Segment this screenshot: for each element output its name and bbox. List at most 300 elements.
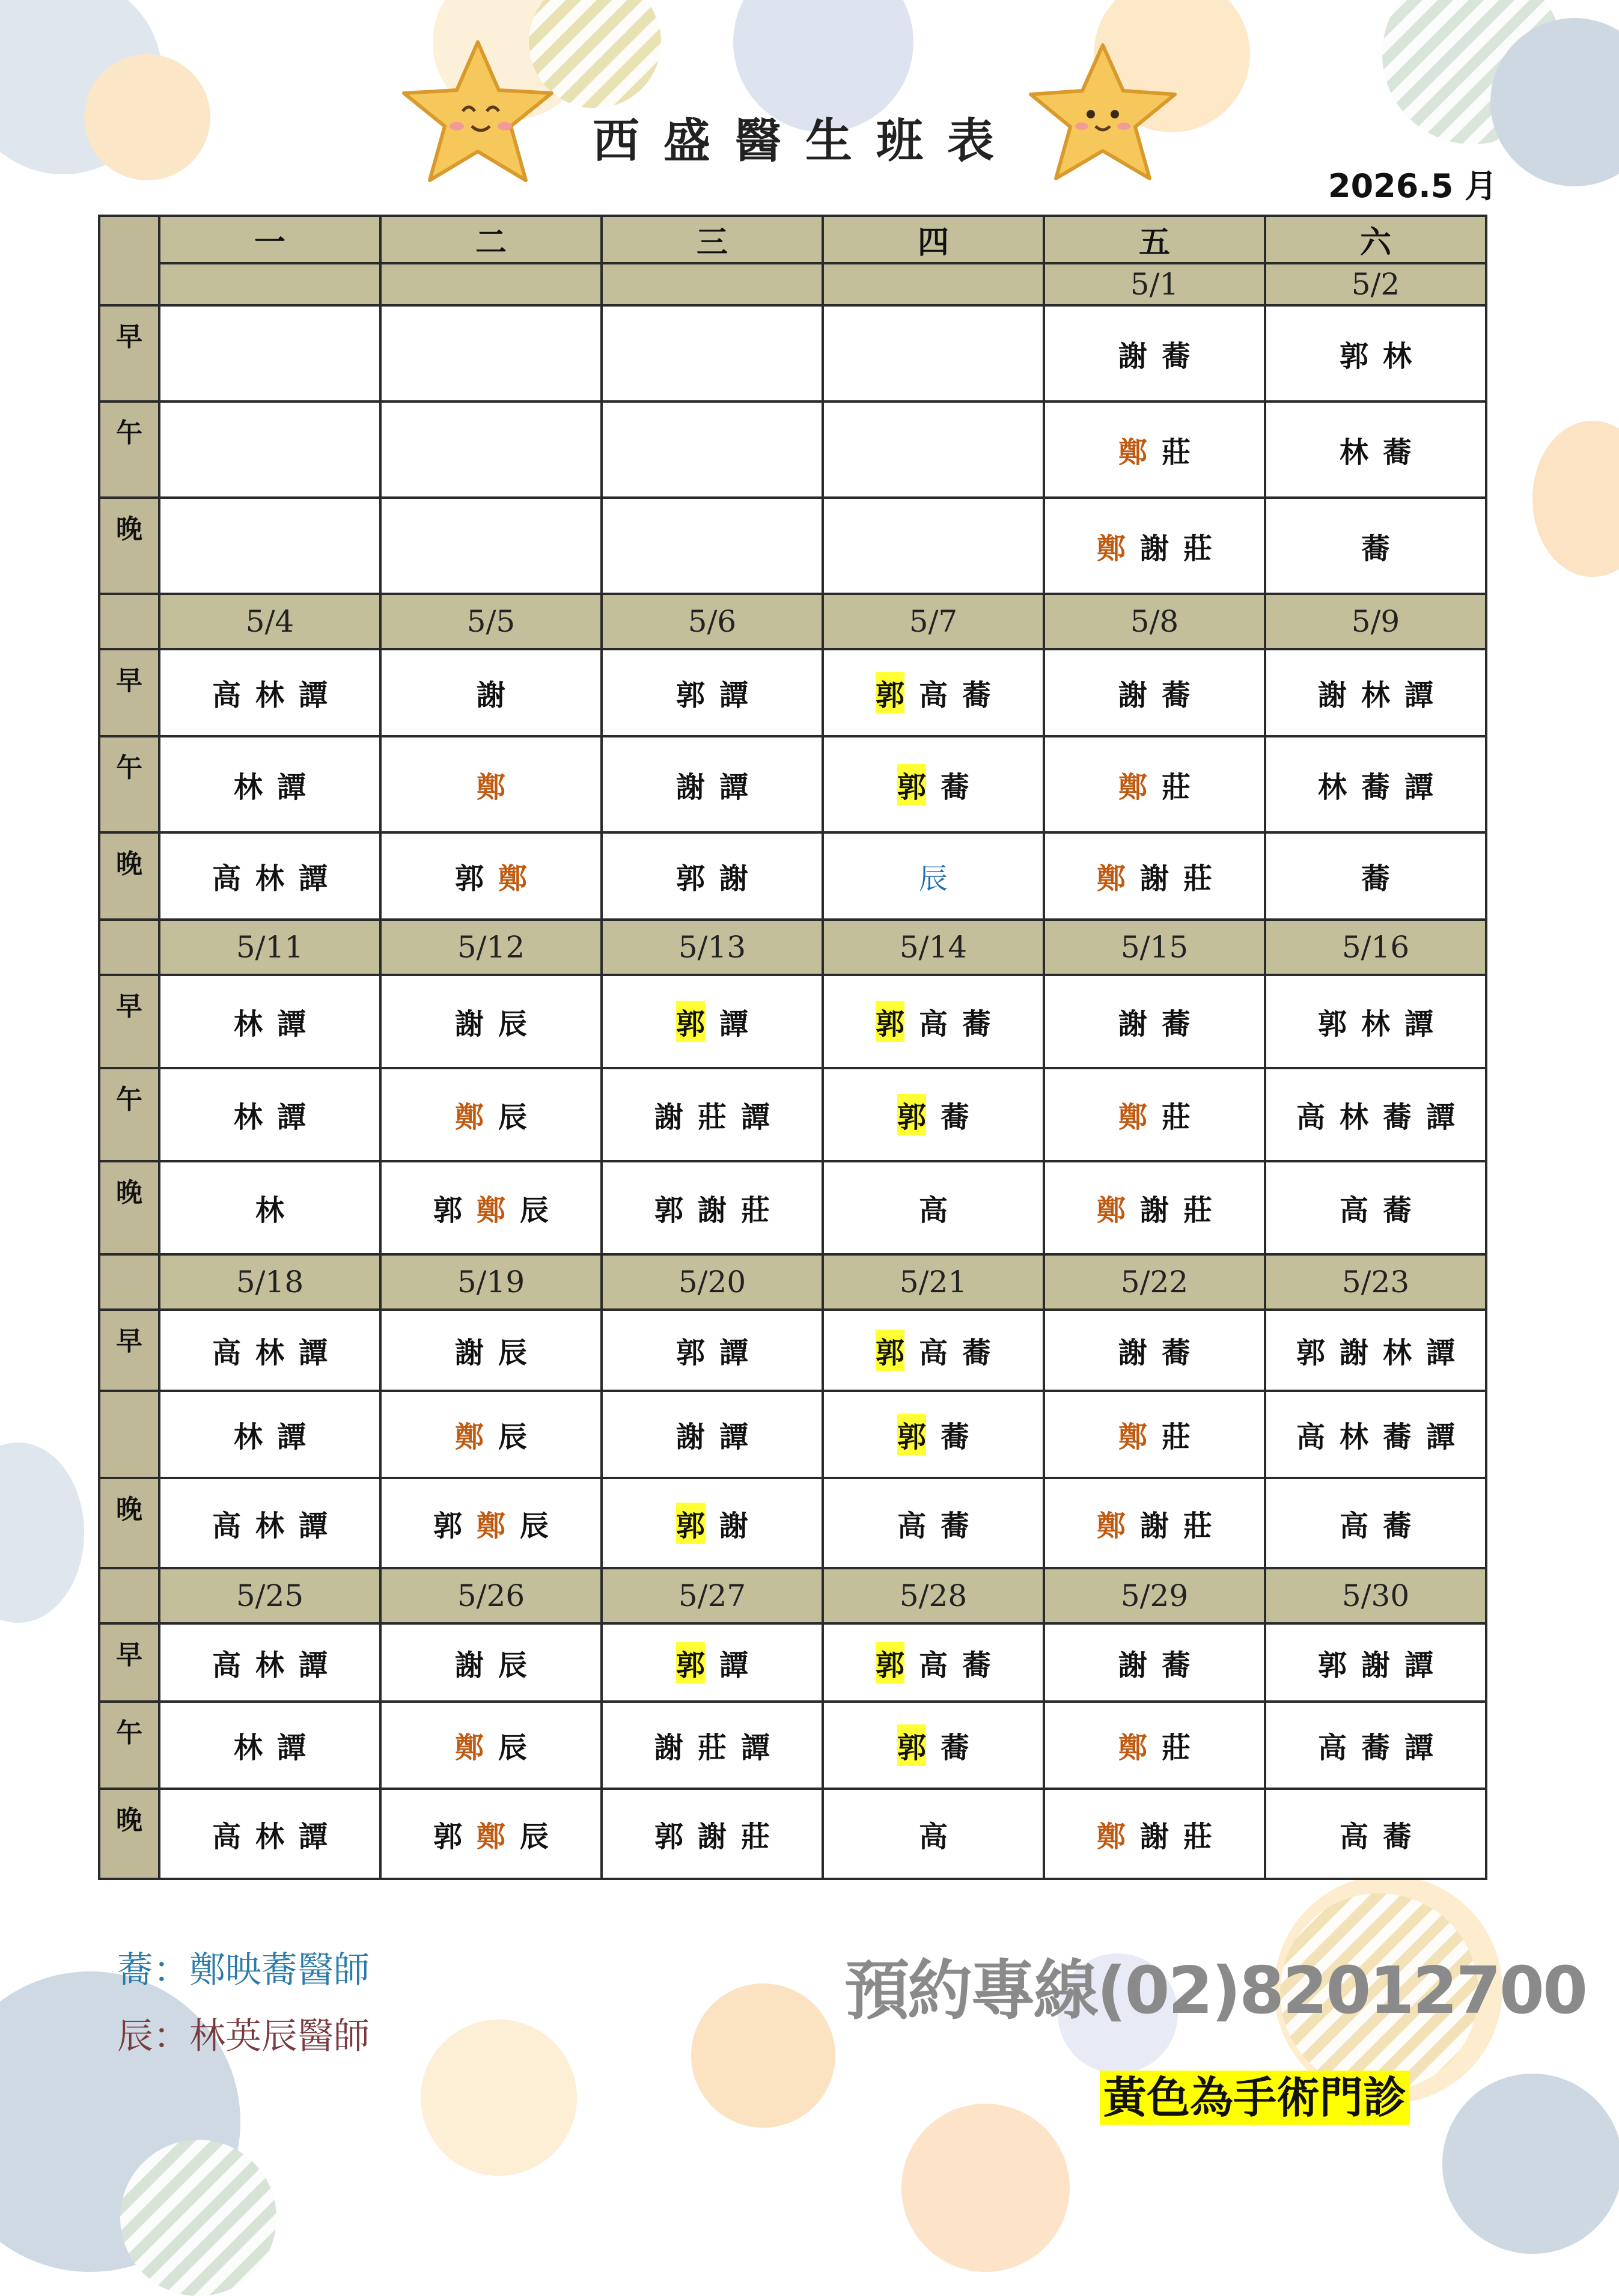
doctor-initial: 蕎: [1162, 1007, 1191, 1041]
shift-label: 早: [99, 305, 159, 401]
shift-cell: [602, 975, 823, 1068]
weekday-header: 二: [380, 216, 602, 263]
doctor-initial: 莊: [1183, 862, 1213, 896]
date-cell: 5/29: [1044, 1568, 1265, 1623]
doctor-initial: 高: [1339, 1509, 1368, 1543]
doctor-initial: 蕎: [1383, 435, 1412, 469]
doctor-initial: 郭: [1296, 1336, 1325, 1370]
doctor-initial: 蕎: [1361, 1731, 1390, 1765]
shift-cell: [823, 975, 1044, 1068]
doctor-initial: 莊: [741, 1194, 770, 1227]
doctor-initial: 蕎: [1383, 1509, 1412, 1543]
date-cell: 5/16: [1265, 920, 1486, 975]
doctor-initial: 郭: [897, 1724, 926, 1766]
doctor-initial: 林: [255, 1648, 284, 1682]
date-cell: 5/14: [823, 920, 1044, 975]
date-cell: 5/7: [823, 594, 1044, 649]
week-side-spacer: [99, 920, 159, 975]
date-cell: [159, 263, 380, 305]
doctor-initial: 高: [918, 1007, 948, 1041]
doctor-initial: 蕎: [1162, 679, 1191, 712]
date-cell: 5/11: [159, 920, 380, 975]
doctor-initial: 譚: [1426, 1420, 1456, 1454]
doctor-initial: 鄭: [1096, 1509, 1126, 1543]
shift-label: [99, 1391, 159, 1478]
doctor-initial: 蕎: [1361, 862, 1390, 896]
doctor-initial: 高: [212, 862, 241, 896]
doctor-initial: 郭: [654, 1194, 683, 1227]
doctor-initial: 莊: [1162, 435, 1191, 469]
doctor-initial: 郭: [1317, 1648, 1347, 1682]
shift-cell: [602, 1310, 823, 1391]
shift-cell: [159, 736, 380, 832]
doctor-initial: 林: [255, 1819, 284, 1854]
doctor-initial: 郭: [454, 862, 484, 896]
doctor-initial: 林: [1383, 339, 1412, 373]
doctor-initial: 譚: [1404, 1648, 1434, 1682]
doctor-initial: 譚: [299, 1509, 328, 1543]
shift-cell: [159, 832, 380, 920]
shift-cell: [1265, 401, 1486, 498]
date-cell: 5/20: [602, 1254, 823, 1310]
shift-cell: [159, 1161, 380, 1254]
doctor-initial: 謝: [719, 1509, 749, 1543]
doctor-initial: 辰: [498, 1420, 528, 1454]
doctor-initial: 高: [212, 1336, 241, 1370]
week-side-spacer: [99, 1254, 159, 1310]
doctor-initial: 謝: [1139, 1819, 1169, 1854]
doctor-initial: 莊: [1183, 531, 1213, 566]
doctor-initial: 郭: [897, 1094, 926, 1135]
shift-cell: [823, 401, 1044, 498]
doctor-initial: 蕎: [1383, 1420, 1412, 1454]
doctor-initial: 譚: [277, 1731, 306, 1765]
doctor-initial: 蕎: [1361, 531, 1390, 566]
shift-cell: [380, 1310, 602, 1391]
shift-cell: [823, 1068, 1044, 1161]
bg-decor-dot: [84, 54, 210, 180]
doctor-initial: 謝: [1317, 679, 1347, 712]
doctor-initial: 林: [1383, 1336, 1412, 1370]
doctor-initial: 譚: [299, 862, 328, 896]
doctor-initial: 莊: [1162, 770, 1191, 804]
doctor-initial: 莊: [1183, 1509, 1213, 1543]
shift-cell: [823, 498, 1044, 594]
doctor-initial: 林: [233, 1101, 263, 1134]
doctor-initial: 莊: [741, 1819, 770, 1854]
doctor-initial: 鄭: [1118, 770, 1147, 804]
doctor-initial: 蕎: [962, 1007, 992, 1041]
weekday-header: 一: [159, 216, 380, 263]
doctor-initial: 林: [255, 679, 284, 712]
bg-decor-dot: [901, 2104, 1070, 2272]
shift-cell: [159, 1478, 380, 1568]
weekday-header: 六: [1265, 216, 1486, 263]
doctor-initial: 郭: [876, 1001, 904, 1042]
shift-label: 晚: [99, 1161, 159, 1254]
shift-cell: [159, 649, 380, 736]
doctor-initial: 譚: [1426, 1101, 1456, 1134]
doctor-initial: 謝: [1139, 531, 1169, 566]
shift-cell: [1265, 1068, 1486, 1161]
doctor-initial: 郭: [676, 1503, 705, 1544]
shift-cell: [1044, 975, 1265, 1068]
doctor-initial: 謝: [1118, 1648, 1147, 1682]
doctor-initial: 謝: [1118, 679, 1147, 712]
doctor-initial: 鄭: [1096, 1819, 1126, 1854]
doctor-initial: 林: [1339, 1420, 1368, 1454]
doctor-initial: 譚: [299, 679, 328, 712]
shift-label: 午: [99, 1702, 159, 1789]
shift-cell: [380, 736, 602, 832]
shift-cell: [1265, 1161, 1486, 1254]
doctor-initial: 郭: [433, 1819, 462, 1854]
doctor-initial: 鄭: [476, 770, 505, 804]
shift-cell: [602, 1623, 823, 1702]
bg-decor-dot: [421, 2020, 577, 2176]
shift-label: 晚: [99, 832, 159, 920]
doctor-initial: 謝: [1361, 1648, 1390, 1682]
doctor-initial: 林: [255, 1194, 284, 1227]
doctor-initial: 林: [233, 770, 263, 804]
shift-label: 晚: [99, 1789, 159, 1879]
doctor-initial: 鄭: [454, 1420, 484, 1454]
bg-decor-dot: [0, 1443, 84, 1623]
doctor-initial: 林: [233, 1420, 263, 1454]
shift-cell: [159, 975, 380, 1068]
shift-label: 早: [99, 649, 159, 736]
shift-cell: [159, 498, 380, 594]
week-side-spacer: [99, 1568, 159, 1623]
shift-cell: [1044, 832, 1265, 920]
weekday-header: 四: [823, 216, 1044, 263]
shift-cell: [1044, 1702, 1265, 1789]
doctor-initial: 譚: [299, 1648, 328, 1682]
shift-cell: [1044, 498, 1265, 594]
shift-cell: [380, 832, 602, 920]
doctor-initial: 謝: [675, 770, 705, 804]
doctor-initial: 謝: [654, 1101, 683, 1134]
doctor-initial: 蕎: [1361, 770, 1390, 804]
shift-cell: [602, 401, 823, 498]
doctor-initial: 鄭: [476, 1509, 505, 1543]
doctor-initial: 謝: [454, 1336, 484, 1370]
shift-cell: [380, 1068, 602, 1161]
doctor-initial: 高: [1296, 1420, 1325, 1454]
date-cell: [380, 263, 602, 305]
surgery-note: 黃色為手術門診: [1100, 2071, 1410, 2125]
shift-cell: [380, 1623, 602, 1702]
date-cell: 5/30: [1265, 1568, 1486, 1623]
doctor-initial: 譚: [277, 1420, 306, 1454]
doctor-initial: 高: [1296, 1101, 1325, 1134]
doctor-initial: 譚: [719, 679, 749, 712]
doctor-initial: 譚: [741, 1101, 770, 1134]
shift-cell: [1265, 649, 1486, 736]
doctor-initial: 辰: [498, 1336, 528, 1370]
doctor-initial: 鄭: [454, 1101, 484, 1134]
shift-cell: [602, 1391, 823, 1478]
shift-label: 午: [99, 401, 159, 498]
doctor-initial: 鄭: [476, 1819, 505, 1854]
doctor-initial: 郭: [1339, 339, 1368, 373]
doctor-initial: 蕎: [1383, 1819, 1412, 1854]
legend-doctor-chen: 辰：林英辰醫師: [117, 2015, 370, 2057]
doctor-initial: 蕎: [941, 1101, 970, 1134]
shift-cell: [1265, 1702, 1486, 1789]
date-cell: 5/2: [1265, 263, 1486, 305]
bg-decor-dot: [1442, 2074, 1619, 2254]
shift-cell: [1044, 1068, 1265, 1161]
date-cell: 5/26: [380, 1568, 602, 1623]
doctor-initial: 郭: [433, 1194, 462, 1227]
doctor-initial: 譚: [277, 1101, 306, 1134]
doctor-initial: 謝: [1139, 1194, 1169, 1227]
weekday-header: 五: [1044, 216, 1265, 263]
star-right-icon: [1025, 39, 1181, 189]
doctor-initial: 譚: [277, 770, 306, 804]
doctor-initial: 譚: [741, 1731, 770, 1765]
date-cell: 5/22: [1044, 1254, 1265, 1310]
doctor-initial: 謝: [719, 862, 749, 896]
doctor-initial: 林: [233, 1007, 263, 1041]
doctor-initial: 辰: [520, 1194, 549, 1227]
doctor-initial: 辰: [498, 1007, 528, 1041]
shift-cell: [380, 1161, 602, 1254]
shift-cell: [823, 649, 1044, 736]
doctor-initial: 莊: [697, 1731, 727, 1765]
doctor-initial: 莊: [1162, 1731, 1191, 1765]
shift-cell: [602, 1068, 823, 1161]
shift-label: 午: [99, 1068, 159, 1161]
shift-cell: [823, 736, 1044, 832]
doctor-initial: 蕎: [962, 1336, 992, 1370]
shift-cell: [159, 305, 380, 401]
shift-cell: [1265, 1789, 1486, 1879]
shift-cell: [1265, 832, 1486, 920]
month-label: 2026.5 月: [1328, 167, 1498, 205]
doctor-initial: 鄭: [1118, 1101, 1147, 1134]
doctor-initial: 鄭: [498, 862, 528, 896]
doctor-initial: 高: [1339, 1194, 1368, 1227]
shift-cell: [1265, 1391, 1486, 1478]
shift-cell: [823, 1478, 1044, 1568]
doctor-initial: 高: [918, 679, 948, 712]
date-cell: 5/19: [380, 1254, 602, 1310]
shift-cell: [1044, 1391, 1265, 1478]
shift-cell: [159, 401, 380, 498]
shift-cell: [1044, 1161, 1265, 1254]
shift-label: 晚: [99, 1478, 159, 1568]
doctor-initial: 郭: [675, 862, 705, 896]
doctor-initial: 郭: [433, 1509, 462, 1543]
shift-cell: [380, 305, 602, 401]
doctor-initial: 辰: [498, 1648, 528, 1682]
date-cell: 5/21: [823, 1254, 1044, 1310]
shift-cell: [602, 649, 823, 736]
shift-cell: [602, 1478, 823, 1568]
shift-cell: [1044, 305, 1265, 401]
booking-phone: 預約專線(02)82012700: [844, 1953, 1587, 2029]
shift-cell: [823, 1310, 1044, 1391]
shift-cell: [380, 1789, 602, 1879]
doctor-initial: 謝: [1118, 339, 1147, 373]
date-cell: 5/25: [159, 1568, 380, 1623]
shift-cell: [602, 1161, 823, 1254]
doctor-initial: 莊: [1162, 1101, 1191, 1134]
doctor-initial: 林: [255, 862, 284, 896]
doctor-initial: 蕎: [1162, 339, 1191, 373]
shift-cell: [159, 1623, 380, 1702]
doctor-initial: 譚: [277, 1007, 306, 1041]
doctor-initial: 辰: [520, 1819, 549, 1854]
doctor-initial: 譚: [719, 1336, 749, 1370]
doctor-initial: 蕎: [941, 1731, 970, 1765]
date-cell: 5/27: [602, 1568, 823, 1623]
doctor-initial: 莊: [1183, 1819, 1213, 1854]
doctor-initial: 譚: [1426, 1336, 1456, 1370]
bg-decor-dot: [691, 1983, 835, 2128]
doctor-initial: 郭: [676, 1001, 705, 1042]
shift-cell: [1265, 736, 1486, 832]
doctor-initial: 蕎: [962, 679, 992, 712]
legend-doctor-qiao: 蕎：鄭映蕎醫師: [117, 1949, 370, 1991]
corner-cell: [99, 216, 159, 305]
week-side-spacer: [99, 594, 159, 649]
shift-cell: [1265, 1623, 1486, 1702]
shift-cell: [380, 649, 602, 736]
shift-cell: [380, 498, 602, 594]
shift-cell: [823, 305, 1044, 401]
date-cell: 5/9: [1265, 594, 1486, 649]
doctor-initial: 譚: [1404, 1007, 1434, 1041]
doctor-initial: 譚: [719, 1420, 749, 1454]
date-cell: 5/4: [159, 594, 380, 649]
doctor-initial: 莊: [1162, 1420, 1191, 1454]
doctor-initial: 郭: [654, 1819, 683, 1854]
doctor-initial: 高: [918, 1819, 948, 1854]
doctor-initial: 林: [1361, 1007, 1390, 1041]
shift-cell: [1044, 1623, 1265, 1702]
shift-cell: [1265, 1310, 1486, 1391]
doctor-initial: 郭: [876, 672, 904, 713]
date-cell: 5/23: [1265, 1254, 1486, 1310]
doctor-initial: 鄭: [454, 1731, 484, 1765]
doctor-initial: 鄭: [1118, 435, 1147, 469]
shift-cell: [159, 1068, 380, 1161]
doctor-initial: 謝: [1139, 862, 1169, 896]
doctor-initial: 鄭: [1118, 1420, 1147, 1454]
shift-cell: [1044, 1478, 1265, 1568]
doctor-initial: 蕎: [941, 1509, 970, 1543]
doctor-initial: 譚: [719, 770, 749, 804]
doctor-initial: 譚: [299, 1336, 328, 1370]
doctor-initial: 辰: [498, 1731, 528, 1765]
bg-decor-dot: [120, 2140, 276, 2296]
shift-cell: [380, 1391, 602, 1478]
shift-cell: [602, 832, 823, 920]
doctor-initial: 蕎: [962, 1648, 992, 1682]
date-cell: 5/15: [1044, 920, 1265, 975]
date-cell: [602, 263, 823, 305]
doctor-initial: 郭: [1317, 1007, 1347, 1041]
shift-label: 午: [99, 736, 159, 832]
doctor-initial: 高: [212, 1819, 241, 1854]
date-cell: 5/28: [823, 1568, 1044, 1623]
shift-cell: [1044, 1789, 1265, 1879]
shift-cell: [380, 401, 602, 498]
doctor-initial: 郭: [675, 1336, 705, 1370]
doctor-initial: 謝: [1118, 1007, 1147, 1041]
doctor-initial: 辰: [520, 1509, 549, 1543]
shift-cell: [602, 305, 823, 401]
shift-cell: [602, 1702, 823, 1789]
shift-cell: [1044, 1310, 1265, 1391]
doctor-initial: 林: [1339, 435, 1368, 469]
shift-cell: [159, 1310, 380, 1391]
doctor-initial: 譚: [1404, 770, 1434, 804]
date-cell: 5/5: [380, 594, 602, 649]
page-title: 西盛醫生班表: [592, 114, 1018, 168]
date-cell: 5/13: [602, 920, 823, 975]
shift-cell: [823, 1391, 1044, 1478]
schedule-table: [98, 215, 1487, 1880]
shift-cell: [1265, 1478, 1486, 1568]
date-cell: [823, 263, 1044, 305]
doctor-initial: 譚: [299, 1819, 328, 1854]
doctor-initial: 高: [1317, 1731, 1347, 1765]
doctor-initial: 高: [918, 1648, 948, 1682]
doctor-initial: 謝: [1118, 1336, 1147, 1370]
shift-cell: [823, 1623, 1044, 1702]
doctor-initial: 林: [1339, 1101, 1368, 1134]
doctor-initial: 鄭: [1118, 1731, 1147, 1765]
shift-cell: [823, 832, 1044, 920]
doctor-initial: 郭: [675, 679, 705, 712]
doctor-initial: 辰: [918, 862, 948, 896]
doctor-initial: 鄭: [1096, 1194, 1126, 1227]
doctor-initial: 蕎: [1162, 1336, 1191, 1370]
shift-cell: [380, 975, 602, 1068]
doctor-initial: 郭: [876, 1330, 904, 1371]
doctor-initial: 鄭: [1096, 531, 1126, 566]
doctor-initial: 郭: [876, 1642, 904, 1684]
shift-cell: [380, 1478, 602, 1568]
doctor-initial: 郭: [897, 764, 926, 805]
doctor-initial: 譚: [719, 1648, 749, 1682]
doctor-initial: 蕎: [1383, 1194, 1412, 1227]
doctor-initial: 謝: [697, 1819, 727, 1854]
doctor-initial: 辰: [498, 1101, 528, 1134]
shift-label: 早: [99, 975, 159, 1068]
shift-cell: [1265, 975, 1486, 1068]
shift-cell: [1044, 649, 1265, 736]
shift-cell: [159, 1789, 380, 1879]
bg-decor-dot: [1532, 421, 1619, 577]
doctor-initial: 蕎: [1383, 1101, 1412, 1134]
shift-cell: [823, 1161, 1044, 1254]
doctor-initial: 謝: [1339, 1336, 1368, 1370]
doctor-initial: 鄭: [476, 1194, 505, 1227]
doctor-initial: 高: [212, 1648, 241, 1682]
shift-cell: [1044, 736, 1265, 832]
doctor-initial: 郭: [897, 1414, 926, 1455]
shift-label: 早: [99, 1623, 159, 1702]
doctor-initial: 高: [897, 1509, 926, 1543]
doctor-initial: 高: [212, 679, 241, 712]
shift-cell: [602, 736, 823, 832]
doctor-initial: 莊: [1183, 1194, 1213, 1227]
